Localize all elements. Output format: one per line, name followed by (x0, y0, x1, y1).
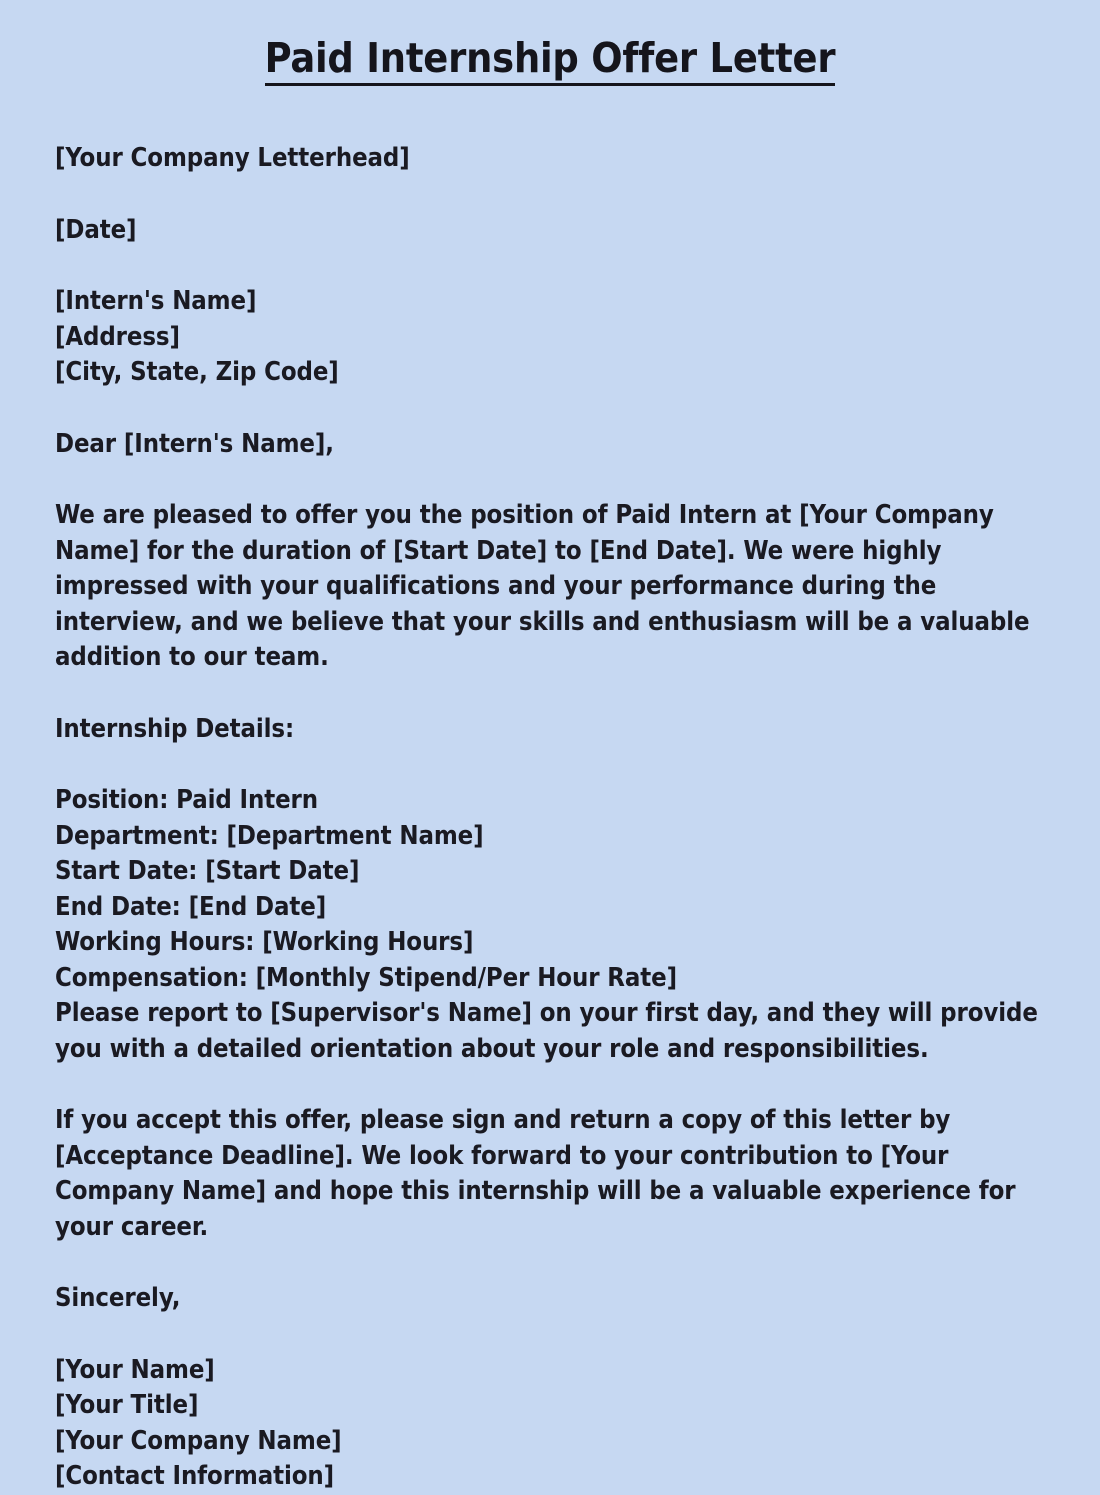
signature-name: [Your Name] (55, 1354, 215, 1385)
closing-block (55, 1281, 1060, 1317)
detail-item-compensation: Compensation: [Monthly Stipend/Per Hour Rate] (55, 962, 677, 993)
recipient-address: [Address] (55, 321, 180, 352)
date-block (55, 213, 1060, 249)
spacer-acceptance-closing (55, 1245, 1060, 1281)
opening-paragraph-block (55, 498, 1060, 676)
recipient-city-state-zip: [City, State, Zip Code] (55, 357, 339, 387)
spacer-date-recipient (55, 248, 1060, 284)
spacer-salutation-opening (55, 462, 1060, 498)
acceptance-paragraph-block (55, 1103, 1060, 1245)
detail-item-end-date: End Date: [End Date] (55, 891, 327, 922)
letterhead-line: [Your Company Letterhead] (55, 143, 410, 173)
details-list-block (55, 783, 1060, 1067)
supervisor-paragraph-text: Please report to [Supervisor's Name] on your first day, and they will provide you with a detailed orientation about your role and responsibilities. (55, 998, 1038, 1064)
salutation-line: Dear [Intern's Name], (55, 428, 334, 459)
spacer-opening-details-heading (55, 676, 1060, 712)
spacer-letterhead-date (55, 177, 1060, 213)
letter-body (0, 86, 1100, 1495)
details-heading-block (55, 712, 1060, 748)
date-line: [Date] (55, 214, 137, 245)
spacer-closing-signature (55, 1317, 1060, 1353)
spacer-details-heading-list (55, 747, 1060, 783)
signature-company: [Your Company Name] (55, 1425, 342, 1456)
detail-item-department: Department: [Department Name] (55, 820, 484, 851)
signature-contact: [Contact Information] (55, 1461, 335, 1491)
detail-item-start-date: Start Date: [Start Date] (55, 856, 360, 886)
details-heading-text: Internship Details: (55, 713, 295, 744)
salutation-block (55, 427, 1060, 463)
recipient-name: [Intern's Name] (55, 286, 257, 316)
spacer-supervisor-acceptance (55, 1067, 1060, 1103)
spacer-after-title (55, 86, 1060, 141)
signature-title: [Your Title] (55, 1390, 199, 1420)
closing-text: Sincerely, (55, 1283, 181, 1313)
letterhead-block (55, 141, 1060, 177)
spacer-recipient-salutation (55, 391, 1060, 427)
acceptance-paragraph-text: If you accept this offer, please sign and return a copy of this letter by [Acceptance Deadline]. We look forward to your contribution to [Your Company Name] and hope this internship will be a valuable experience for your career. (55, 1105, 1016, 1242)
page-title-text: Paid Internship Offer Letter (265, 38, 836, 86)
detail-item-working-hours: Working Hours: [Working Hours] (55, 927, 474, 957)
recipient-address-block (55, 284, 1060, 391)
opening-paragraph-text: We are pleased to offer you the position of Paid Intern at [Your Company Name] for the duration of [Start Date] to [End Date]. We were highly impressed with your qualifications and your performance during the interview, and we believe that your skills and enthusiasm will be a valuable addition to our team. (55, 500, 1030, 672)
detail-item-position: Position: Paid Intern (55, 785, 318, 815)
page-title (0, 0, 1100, 86)
